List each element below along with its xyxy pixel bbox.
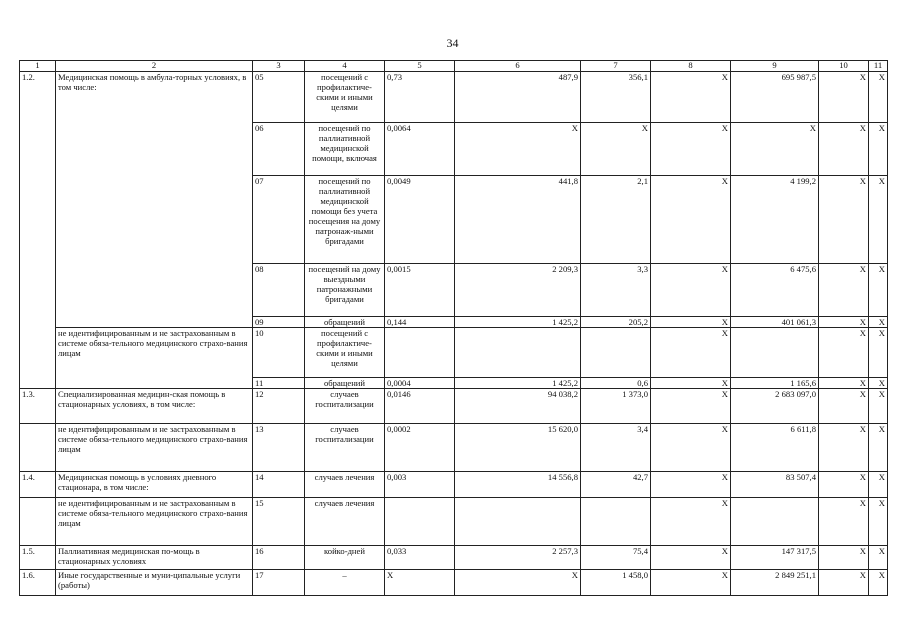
col6-cell: 441,8 <box>455 176 581 264</box>
col6-cell: X <box>455 123 581 176</box>
col11-cell: X <box>869 123 888 176</box>
header-cell-4: 4 <box>305 61 385 72</box>
col5-cell: 0,033 <box>385 546 455 570</box>
col6-cell: X <box>455 570 581 596</box>
col5-cell: 0,73 <box>385 72 455 123</box>
service-name-cell: Специализированная медицин-ская помощь в стационарных условиях, в том числе: <box>56 389 253 424</box>
col11-cell: X <box>869 498 888 546</box>
unit-cell: посещений с профилактиче-скими и иными целями <box>305 72 385 123</box>
header-row <box>20 61 888 72</box>
col11-cell: X <box>869 176 888 264</box>
col8-cell: X <box>651 546 731 570</box>
unit-cell: посещений на дому выездными патронажными бригадами <box>305 264 385 317</box>
col6-cell <box>455 328 581 378</box>
section-number-cell: 1.4. <box>20 472 56 498</box>
col8-cell: X <box>651 72 731 123</box>
service-name-cell: Паллиативная медицинская по-мощь в стационарных условиях <box>56 546 253 570</box>
unit-cell: случаев госпитализации <box>305 424 385 472</box>
col9-cell: 83 507,4 <box>731 472 819 498</box>
col5-cell: 0,0064 <box>385 123 455 176</box>
section-number-cell: 1.2. <box>20 72 56 389</box>
code-cell: 05 <box>253 72 305 123</box>
col7-cell: X <box>581 123 651 176</box>
header-cell-5: 5 <box>385 61 455 72</box>
col10-cell: X <box>819 317 869 328</box>
col8-cell: X <box>651 389 731 424</box>
col7-cell: 3,3 <box>581 264 651 317</box>
col6-cell: 2 257,3 <box>455 546 581 570</box>
col5-cell: 0,0002 <box>385 424 455 472</box>
col8-cell: X <box>651 317 731 328</box>
unit-cell: посещений по паллиативной медицинской помощи без учета посещения на дому патронаж-ными бригадами <box>305 176 385 264</box>
col9-cell: 401 061,3 <box>731 317 819 328</box>
section-number-cell <box>20 424 56 472</box>
col8-cell: X <box>651 328 731 378</box>
col10-cell: X <box>819 424 869 472</box>
header-cell-1: 1 <box>20 61 56 72</box>
section-number-cell: 1.5. <box>20 546 56 570</box>
col10-cell: X <box>819 378 869 389</box>
col9-cell: 2 849 251,1 <box>731 570 819 596</box>
col9-cell: 4 199,2 <box>731 176 819 264</box>
col7-cell <box>581 328 651 378</box>
col11-cell: X <box>869 389 888 424</box>
col7-cell: 2,1 <box>581 176 651 264</box>
header-cell-6: 6 <box>455 61 581 72</box>
col6-cell: 487,9 <box>455 72 581 123</box>
col10-cell: X <box>819 570 869 596</box>
col6-cell <box>455 498 581 546</box>
table-row <box>20 498 888 546</box>
code-cell: 07 <box>253 176 305 264</box>
col7-cell: 3,4 <box>581 424 651 472</box>
unit-cell: посещений по паллиативной медицинской помощи, включая <box>305 123 385 176</box>
header-cell-7: 7 <box>581 61 651 72</box>
col8-cell: X <box>651 472 731 498</box>
data-table <box>19 60 888 596</box>
col9-cell: 695 987,5 <box>731 72 819 123</box>
col5-cell: X <box>385 570 455 596</box>
unit-cell: случаев госпитализации <box>305 389 385 424</box>
header-cell-11: 11 <box>869 61 888 72</box>
unit-cell: обращений <box>305 317 385 328</box>
col6-cell: 1 425,2 <box>455 378 581 389</box>
col7-cell: 42,7 <box>581 472 651 498</box>
col10-cell: X <box>819 328 869 378</box>
header-cell-3: 3 <box>253 61 305 72</box>
col5-cell <box>385 328 455 378</box>
col5-cell: 0,144 <box>385 317 455 328</box>
code-cell: 14 <box>253 472 305 498</box>
col10-cell: X <box>819 546 869 570</box>
table-row <box>20 570 888 596</box>
col5-cell: 0,0049 <box>385 176 455 264</box>
col11-cell: X <box>869 472 888 498</box>
header-cell-8: 8 <box>651 61 731 72</box>
table-row <box>20 328 888 378</box>
col8-cell: X <box>651 424 731 472</box>
col11-cell: X <box>869 328 888 378</box>
header-cell-10: 10 <box>819 61 869 72</box>
col6-cell: 14 556,8 <box>455 472 581 498</box>
col8-cell: X <box>651 123 731 176</box>
col11-cell: X <box>869 72 888 123</box>
section-number-cell: 1.6. <box>20 570 56 596</box>
col5-cell: 0,003 <box>385 472 455 498</box>
service-name-cell: Медицинская помощь в амбула-торных условиях, в том числе: <box>56 72 253 328</box>
table-row <box>20 389 888 424</box>
col9-cell: X <box>731 123 819 176</box>
col11-cell: X <box>869 546 888 570</box>
col5-cell <box>385 498 455 546</box>
col10-cell: X <box>819 123 869 176</box>
col6-cell: 2 209,3 <box>455 264 581 317</box>
col6-cell: 1 425,2 <box>455 317 581 328</box>
col10-cell: X <box>819 176 869 264</box>
code-cell: 06 <box>253 123 305 176</box>
col5-cell: 0,0015 <box>385 264 455 317</box>
col9-cell <box>731 328 819 378</box>
col5-cell: 0,0146 <box>385 389 455 424</box>
col6-cell: 94 038,2 <box>455 389 581 424</box>
col10-cell: X <box>819 498 869 546</box>
col10-cell: X <box>819 72 869 123</box>
col9-cell: 6 475,6 <box>731 264 819 317</box>
service-name-cell: Медицинская помощь в условиях дневного стационара, в том числе: <box>56 472 253 498</box>
code-cell: 11 <box>253 378 305 389</box>
service-name-cell: не идентифицированным и не застрахованным в системе обяза-тельного медицинского страхо-вания лицам <box>56 328 253 389</box>
unit-cell: – <box>305 570 385 596</box>
col10-cell: X <box>819 472 869 498</box>
col9-cell: 147 317,5 <box>731 546 819 570</box>
col8-cell: X <box>651 176 731 264</box>
code-cell: 13 <box>253 424 305 472</box>
unit-cell: обращений <box>305 378 385 389</box>
table-row <box>20 472 888 498</box>
section-number-cell: 1.3. <box>20 389 56 424</box>
col10-cell: X <box>819 389 869 424</box>
col5-cell: 0,0004 <box>385 378 455 389</box>
service-name-cell: не идентифицированным и не застрахованным в системе обяза-тельного медицинского страхо-вания лицам <box>56 424 253 472</box>
code-cell: 15 <box>253 498 305 546</box>
table-row <box>20 424 888 472</box>
header-cell-2: 2 <box>56 61 253 72</box>
col11-cell: X <box>869 570 888 596</box>
code-cell: 09 <box>253 317 305 328</box>
code-cell: 17 <box>253 570 305 596</box>
col7-cell: 356,1 <box>581 72 651 123</box>
col11-cell: X <box>869 317 888 328</box>
col7-cell <box>581 498 651 546</box>
page-number: 34 <box>446 36 459 50</box>
code-cell: 12 <box>253 389 305 424</box>
service-name-cell: не идентифицированным и не застрахованным в системе обяза-тельного медицинского страхо-вания лицам <box>56 498 253 546</box>
col11-cell: X <box>869 378 888 389</box>
col8-cell: X <box>651 498 731 546</box>
unit-cell: случаев лечения <box>305 498 385 546</box>
col9-cell: 2 683 097,0 <box>731 389 819 424</box>
col7-cell: 205,2 <box>581 317 651 328</box>
service-name-cell: Иные государственные и муни-ципальные услуги (работы) <box>56 570 253 596</box>
col9-cell <box>731 498 819 546</box>
table-row <box>20 546 888 570</box>
code-cell: 16 <box>253 546 305 570</box>
col7-cell: 1 373,0 <box>581 389 651 424</box>
col9-cell: 1 165,6 <box>731 378 819 389</box>
code-cell: 10 <box>253 328 305 378</box>
col11-cell: X <box>869 424 888 472</box>
col10-cell: X <box>819 264 869 317</box>
col9-cell: 6 611,8 <box>731 424 819 472</box>
col7-cell: 75,4 <box>581 546 651 570</box>
table-row <box>20 72 888 123</box>
section-number-cell <box>20 498 56 546</box>
unit-cell: случаев лечения <box>305 472 385 498</box>
col11-cell: X <box>869 264 888 317</box>
code-cell: 08 <box>253 264 305 317</box>
header-cell-9: 9 <box>731 61 819 72</box>
col7-cell: 1 458,0 <box>581 570 651 596</box>
unit-cell: койко-дней <box>305 546 385 570</box>
col6-cell: 15 620,0 <box>455 424 581 472</box>
col8-cell: X <box>651 570 731 596</box>
col7-cell: 0,6 <box>581 378 651 389</box>
unit-cell: посещений с профилактиче-скими и иными целями <box>305 328 385 378</box>
col8-cell: X <box>651 378 731 389</box>
col8-cell: X <box>651 264 731 317</box>
